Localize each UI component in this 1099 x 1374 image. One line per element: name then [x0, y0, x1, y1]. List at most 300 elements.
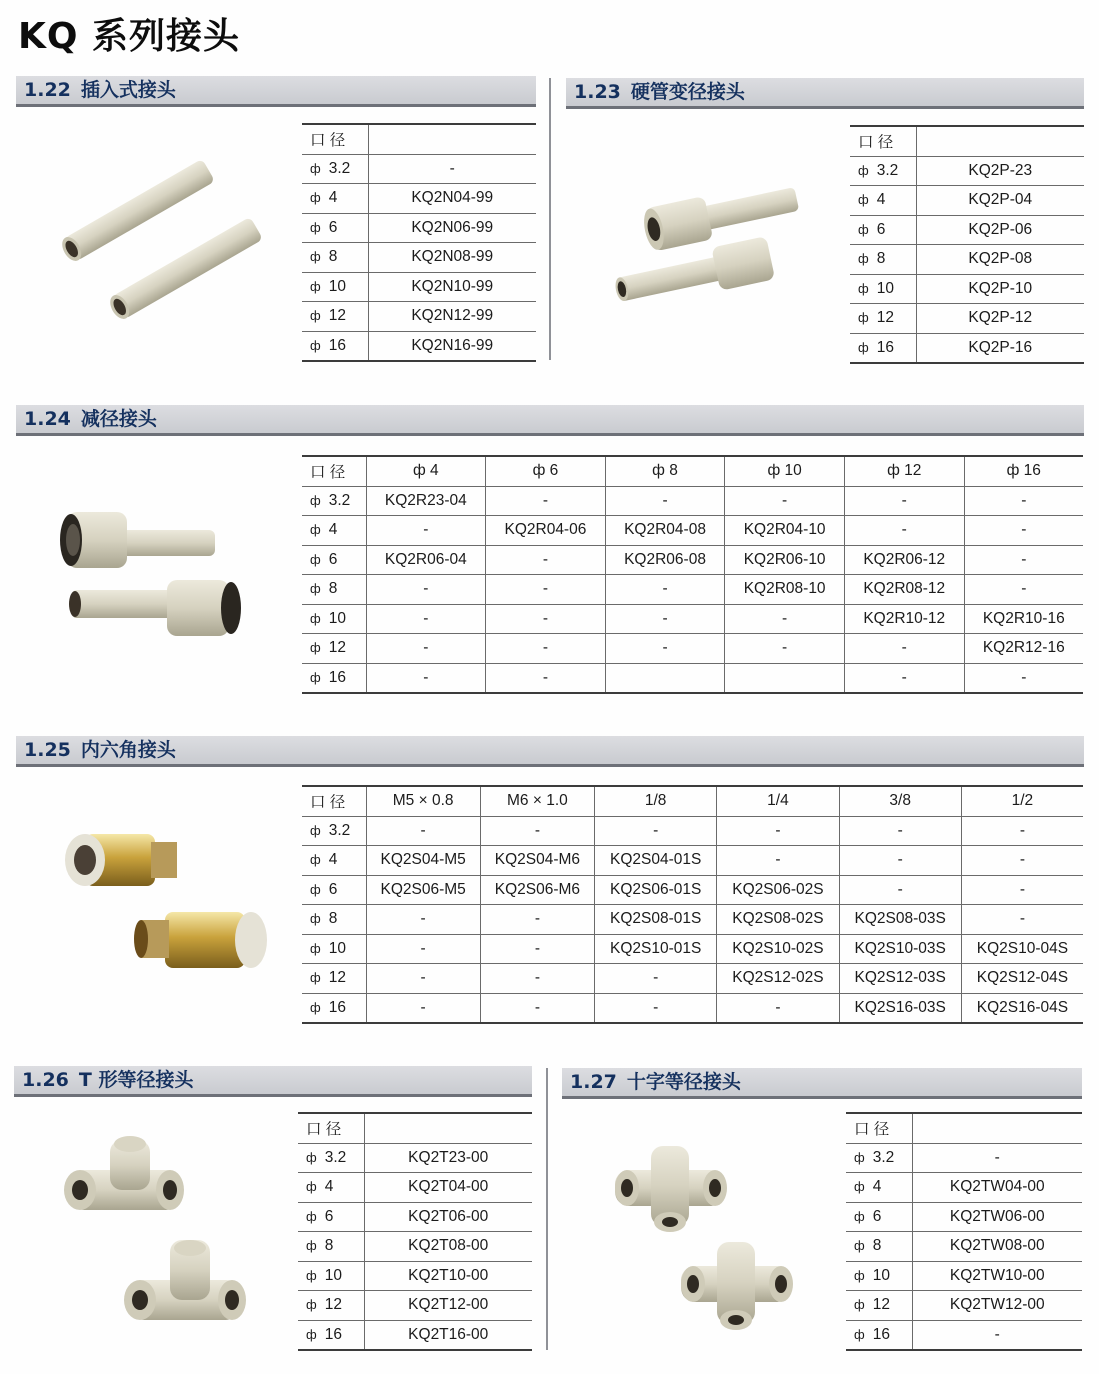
part-number-cell: - — [964, 516, 1083, 546]
bore-size-header: 口 径 — [302, 456, 366, 486]
table-row — [846, 1261, 1082, 1291]
diameter-symbol: ф — [310, 852, 321, 868]
diameter-symbol: ф — [854, 1238, 865, 1254]
table-row — [846, 1173, 1082, 1203]
table-row — [298, 1232, 532, 1262]
column-divider — [546, 1068, 548, 1350]
table-row — [298, 1202, 532, 1232]
section-1-22-header — [16, 76, 536, 107]
bore-size-value: 10 — [324, 1266, 342, 1284]
part-number-cell: KQ2R04-06 — [486, 516, 606, 546]
part-number-cell: KQ2S08-02S — [717, 905, 839, 935]
part-number-cell: - — [717, 816, 839, 846]
bore-size-cell — [302, 516, 366, 546]
bore-size-cell — [302, 905, 366, 935]
bore-size-cell — [298, 1202, 364, 1232]
bore-size-cell — [298, 1143, 364, 1173]
bore-size-cell — [302, 934, 366, 964]
section-1-25-header — [16, 736, 1084, 767]
part-number-cell: KQ2S12-03S — [839, 964, 961, 994]
spec-table-1-24 — [302, 455, 1083, 694]
column-header: 3/8 — [839, 786, 961, 816]
hex-socket-fitting-illustration — [55, 820, 275, 990]
table-row — [302, 663, 1083, 693]
table-row — [846, 1202, 1082, 1232]
diameter-symbol: ф — [858, 280, 869, 296]
diameter-symbol: ф — [310, 970, 321, 986]
part-number-cell: - — [480, 905, 594, 935]
part-number-cell: KQ2N16-99 — [368, 331, 536, 361]
part-number-cell: KQ2R23-04 — [366, 486, 486, 516]
part-number-cell: - — [480, 964, 594, 994]
bore-size-value: 6 — [328, 218, 338, 236]
bore-size-value: 16 — [872, 1325, 890, 1343]
bore-size-value: 10 — [328, 277, 346, 295]
column-header: ф 4 — [366, 456, 486, 486]
bore-size-value: 8 — [328, 248, 338, 266]
diameter-symbol: ф — [310, 219, 321, 235]
bore-size-cell — [850, 333, 916, 363]
table-row — [302, 934, 1083, 964]
bore-size-cell — [850, 304, 916, 334]
part-number-cell: - — [368, 154, 536, 184]
bore-size-value: 12 — [872, 1296, 890, 1314]
table-row — [302, 604, 1083, 634]
part-number-cell: KQ2R12-16 — [964, 634, 1083, 664]
bore-size-cell — [302, 816, 366, 846]
bore-size-header: 口 径 — [850, 126, 916, 156]
bore-size-value: 3.2 — [872, 1148, 895, 1166]
part-number-cell: KQ2P-04 — [916, 186, 1084, 216]
table-row — [302, 634, 1083, 664]
part-number-cell: - — [605, 486, 725, 516]
bore-size-cell — [846, 1173, 912, 1203]
diameter-symbol: ф — [306, 1326, 317, 1342]
bore-size-cell — [302, 243, 368, 273]
section-number: 1.24 — [24, 408, 71, 430]
diameter-symbol: ф — [310, 190, 321, 206]
table-row — [302, 816, 1083, 846]
diameter-symbol: ф — [310, 249, 321, 265]
diameter-symbol: ф — [858, 221, 869, 237]
part-number-cell: - — [964, 575, 1083, 605]
diameter-symbol: ф — [310, 278, 321, 294]
diameter-symbol: ф — [310, 940, 321, 956]
section-number: 1.23 — [574, 81, 621, 103]
table-row — [298, 1291, 532, 1321]
part-number-cell: - — [961, 846, 1083, 876]
part-number-cell: KQ2S10-02S — [717, 934, 839, 964]
bore-size-value: 6 — [876, 220, 886, 238]
bore-size-cell — [302, 154, 368, 184]
bore-size-cell — [846, 1232, 912, 1262]
spec-table-1-26 — [298, 1112, 532, 1351]
diameter-symbol: ф — [306, 1238, 317, 1254]
diameter-symbol: ф — [854, 1326, 865, 1342]
part-number-cell: - — [961, 905, 1083, 935]
bore-size-cell — [298, 1320, 364, 1350]
part-number-cell: KQ2R06-04 — [366, 545, 486, 575]
part-number-cell: - — [717, 846, 839, 876]
section-title: 硬管变径接头 — [630, 81, 745, 103]
column-header: 1/8 — [595, 786, 717, 816]
part-number-cell: KQ2N08-99 — [368, 243, 536, 273]
bore-size-value: 10 — [872, 1266, 890, 1284]
table-row — [850, 156, 1084, 186]
part-number-cell: - — [366, 634, 486, 664]
part-number-cell: - — [366, 604, 486, 634]
table-row — [302, 905, 1083, 935]
part-number-cell: KQ2R10-12 — [844, 604, 964, 634]
table-row — [850, 215, 1084, 245]
part-number-cell: KQ2P-23 — [916, 156, 1084, 186]
part-number-cell: KQ2P-16 — [916, 333, 1084, 363]
part-number-cell: - — [839, 816, 961, 846]
table-row — [302, 243, 536, 273]
table-row — [302, 486, 1083, 516]
table-row — [850, 304, 1084, 334]
diameter-symbol: ф — [310, 822, 321, 838]
bore-size-value: 6 — [328, 550, 338, 568]
part-number-cell: KQ2T10-00 — [364, 1261, 532, 1291]
table-row — [302, 516, 1083, 546]
column-header: ф 6 — [486, 456, 606, 486]
part-number-cell: - — [486, 634, 606, 664]
part-number-cell: KQ2P-08 — [916, 245, 1084, 275]
part-number-cell: - — [366, 905, 480, 935]
part-number-cell: KQ2N10-99 — [368, 272, 536, 302]
diameter-symbol: ф — [310, 308, 321, 324]
bore-size-cell — [298, 1232, 364, 1262]
part-number-cell: - — [725, 634, 845, 664]
part-number-cell: KQ2TW08-00 — [912, 1232, 1082, 1262]
part-number-cell: - — [844, 634, 964, 664]
bore-size-cell — [846, 1291, 912, 1321]
part-number-cell: KQ2TW04-00 — [912, 1173, 1082, 1203]
table-row — [298, 1320, 532, 1350]
column-divider — [549, 78, 551, 360]
section-1-24-header — [16, 405, 1084, 436]
bore-size-header: 口 径 — [846, 1113, 912, 1143]
table-row — [302, 331, 536, 361]
table-header-row — [846, 1113, 1082, 1143]
part-number-cell: - — [839, 846, 961, 876]
table-row — [846, 1291, 1082, 1321]
bore-size-cell — [302, 846, 366, 876]
bore-size-value: 8 — [328, 910, 338, 928]
table-header-row — [850, 126, 1084, 156]
bore-size-value: 10 — [328, 939, 346, 957]
bore-size-value: 8 — [872, 1237, 882, 1255]
bore-size-value: 4 — [328, 521, 338, 539]
part-number-cell: KQ2T04-00 — [364, 1173, 532, 1203]
part-number-cell: KQ2S08-03S — [839, 905, 961, 935]
bore-size-cell — [302, 993, 366, 1023]
part-number-cell: - — [486, 604, 606, 634]
part-number-cell: KQ2S16-04S — [961, 993, 1083, 1023]
bore-size-value: 10 — [328, 609, 346, 627]
bore-size-value: 12 — [328, 639, 346, 657]
part-number-cell: KQ2R10-16 — [964, 604, 1083, 634]
bore-size-cell — [302, 272, 368, 302]
bore-size-value: 4 — [328, 851, 338, 869]
part-number-cell: KQ2R04-10 — [725, 516, 845, 546]
table-row — [302, 875, 1083, 905]
tee-fitting-illustration — [50, 1130, 270, 1340]
bore-size-cell — [298, 1291, 364, 1321]
bore-size-value: 4 — [328, 189, 338, 207]
part-number-cell: - — [839, 875, 961, 905]
table-row — [302, 213, 536, 243]
diameter-symbol: ф — [310, 551, 321, 567]
part-number-cell: KQ2TW06-00 — [912, 1202, 1082, 1232]
part-number-cell: - — [480, 934, 594, 964]
diameter-symbol: ф — [858, 251, 869, 267]
part-number-cell: KQ2R06-12 — [844, 545, 964, 575]
table-row — [846, 1232, 1082, 1262]
part-number-cell: - — [964, 486, 1083, 516]
part-number-cell: - — [725, 486, 845, 516]
diameter-symbol: ф — [310, 881, 321, 897]
bore-size-value: 6 — [324, 1207, 334, 1225]
table-header-row — [302, 124, 536, 154]
part-number-cell: KQ2S06-M5 — [366, 875, 480, 905]
part-number-cell: KQ2S10-01S — [595, 934, 717, 964]
part-number-cell: - — [595, 993, 717, 1023]
bore-size-cell — [302, 964, 366, 994]
diameter-symbol: ф — [858, 162, 869, 178]
page-title: KQ 系列接头 — [18, 16, 241, 57]
column-header: ф 8 — [605, 456, 725, 486]
part-number-cell: - — [961, 875, 1083, 905]
part-number-cell: - — [486, 545, 606, 575]
column-header — [912, 1113, 1082, 1143]
part-number-cell: KQ2S08-01S — [595, 905, 717, 935]
column-header: ф 16 — [964, 456, 1083, 486]
bore-size-value: 3.2 — [324, 1148, 347, 1166]
part-number-cell: - — [717, 993, 839, 1023]
part-number-cell: KQ2R08-10 — [725, 575, 845, 605]
part-number-cell: - — [595, 964, 717, 994]
bore-size-header: 口 径 — [302, 124, 368, 154]
bore-size-value: 4 — [876, 191, 886, 209]
part-number-cell: KQ2T06-00 — [364, 1202, 532, 1232]
bore-size-cell — [302, 213, 368, 243]
section-title: 十字等径接头 — [626, 1071, 741, 1093]
plug-in-fitting-illustration — [40, 150, 270, 340]
bore-size-value: 6 — [328, 880, 338, 898]
bore-size-value: 3.2 — [328, 159, 351, 177]
part-number-cell: - — [366, 516, 486, 546]
diameter-symbol: ф — [306, 1179, 317, 1195]
column-header: ф 12 — [844, 456, 964, 486]
part-number-cell: KQ2S04-M5 — [366, 846, 480, 876]
bore-size-value: 8 — [328, 580, 338, 598]
bore-size-value: 12 — [328, 969, 346, 987]
diameter-symbol: ф — [306, 1149, 317, 1165]
bore-size-value: 8 — [324, 1237, 334, 1255]
part-number-cell: - — [480, 993, 594, 1023]
part-number-cell: KQ2TW10-00 — [912, 1261, 1082, 1291]
part-number-cell: KQ2N12-99 — [368, 302, 536, 332]
bore-size-cell — [302, 604, 366, 634]
bore-size-cell — [302, 663, 366, 693]
bore-size-cell — [302, 875, 366, 905]
table-row — [850, 333, 1084, 363]
section-number: 1.25 — [24, 739, 71, 761]
diameter-symbol: ф — [306, 1297, 317, 1313]
part-number-cell: KQ2TW12-00 — [912, 1291, 1082, 1321]
part-number-cell: KQ2T12-00 — [364, 1291, 532, 1321]
diameter-symbol: ф — [310, 160, 321, 176]
bore-size-cell — [302, 331, 368, 361]
reducing-fitting-illustration — [55, 500, 255, 650]
bore-size-cell — [850, 245, 916, 275]
column-header — [364, 1113, 532, 1143]
spec-table-1-23 — [850, 125, 1084, 364]
table-row — [846, 1143, 1082, 1173]
diameter-symbol: ф — [310, 999, 321, 1015]
part-number-cell: - — [486, 575, 606, 605]
part-number-cell: KQ2S10-04S — [961, 934, 1083, 964]
bore-size-cell — [298, 1261, 364, 1291]
part-number-cell: KQ2S04-M6 — [480, 846, 594, 876]
section-1-23-header — [566, 78, 1084, 109]
column-header: M5 × 0.8 — [366, 786, 480, 816]
part-number-cell: - — [605, 634, 725, 664]
part-number-cell: - — [605, 575, 725, 605]
part-number-cell: KQ2S04-01S — [595, 846, 717, 876]
part-number-cell: - — [486, 663, 606, 693]
bore-size-cell — [302, 575, 366, 605]
bore-size-value: 16 — [876, 338, 894, 356]
bore-size-value: 6 — [872, 1207, 882, 1225]
section-number: 1.27 — [570, 1071, 617, 1093]
table-row — [302, 575, 1083, 605]
table-row — [850, 186, 1084, 216]
bore-size-cell — [302, 545, 366, 575]
bore-size-value: 4 — [872, 1178, 882, 1196]
part-number-cell: KQ2R06-08 — [605, 545, 725, 575]
part-number-cell — [605, 663, 725, 693]
diameter-symbol: ф — [854, 1149, 865, 1165]
part-number-cell: - — [964, 663, 1083, 693]
table-row — [302, 993, 1083, 1023]
table-row — [302, 964, 1083, 994]
part-number-cell: - — [486, 486, 606, 516]
part-number-cell: KQ2R08-12 — [844, 575, 964, 605]
part-number-cell: KQ2P-10 — [916, 274, 1084, 304]
table-row — [302, 302, 536, 332]
bore-size-value: 10 — [876, 279, 894, 297]
part-number-cell: - — [366, 816, 480, 846]
bore-size-value: 8 — [876, 250, 886, 268]
table-row — [302, 545, 1083, 575]
part-number-cell — [725, 663, 845, 693]
bore-size-value: 16 — [328, 998, 346, 1016]
bore-size-value: 4 — [324, 1178, 334, 1196]
part-number-cell: KQ2N04-99 — [368, 184, 536, 214]
diameter-symbol: ф — [310, 581, 321, 597]
table-header-row — [302, 786, 1083, 816]
part-number-cell: - — [725, 604, 845, 634]
part-number-cell: - — [912, 1143, 1082, 1173]
section-title: 内六角接头 — [80, 739, 176, 761]
bore-size-cell — [302, 486, 366, 516]
diameter-symbol: ф — [306, 1267, 317, 1283]
section-number: 1.26 — [22, 1069, 69, 1091]
column-header: 1/4 — [717, 786, 839, 816]
part-number-cell: - — [961, 816, 1083, 846]
diameter-symbol: ф — [858, 339, 869, 355]
part-number-cell: - — [366, 934, 480, 964]
part-number-cell: - — [964, 545, 1083, 575]
diameter-symbol: ф — [858, 310, 869, 326]
part-number-cell: - — [595, 816, 717, 846]
bore-size-cell — [846, 1261, 912, 1291]
section-1-26-header — [14, 1066, 532, 1097]
part-number-cell: - — [605, 604, 725, 634]
bore-size-value: 3.2 — [876, 161, 899, 179]
part-number-cell: - — [480, 816, 594, 846]
bore-size-cell — [298, 1173, 364, 1203]
bore-size-value: 12 — [324, 1296, 342, 1314]
bore-size-cell — [850, 274, 916, 304]
diameter-symbol: ф — [310, 669, 321, 685]
part-number-cell: - — [366, 575, 486, 605]
diameter-symbol: ф — [306, 1208, 317, 1224]
column-header — [368, 124, 536, 154]
part-number-cell: - — [844, 486, 964, 516]
spec-table-1-25 — [302, 785, 1083, 1024]
diameter-symbol: ф — [310, 640, 321, 656]
hard-pipe-reducer-illustration — [600, 170, 820, 320]
table-row — [846, 1320, 1082, 1350]
diameter-symbol: ф — [854, 1297, 865, 1313]
bore-size-value: 16 — [324, 1325, 342, 1343]
table-row — [302, 846, 1083, 876]
bore-size-cell — [846, 1320, 912, 1350]
bore-size-header: 口 径 — [298, 1113, 364, 1143]
table-row — [298, 1173, 532, 1203]
diameter-symbol: ф — [310, 492, 321, 508]
section-title: 插入式接头 — [80, 79, 176, 101]
part-number-cell: KQ2T23-00 — [364, 1143, 532, 1173]
table-row — [298, 1143, 532, 1173]
part-number-cell: KQ2R04-08 — [605, 516, 725, 546]
table-row — [302, 272, 536, 302]
bore-size-header: 口 径 — [302, 786, 366, 816]
table-row — [850, 245, 1084, 275]
part-number-cell: - — [844, 516, 964, 546]
diameter-symbol: ф — [310, 522, 321, 538]
part-number-cell: KQ2S12-02S — [717, 964, 839, 994]
table-row — [850, 274, 1084, 304]
part-number-cell: KQ2S16-03S — [839, 993, 961, 1023]
part-number-cell: KQ2S12-04S — [961, 964, 1083, 994]
diameter-symbol: ф — [310, 911, 321, 927]
section-title: T 形等径接头 — [78, 1069, 194, 1091]
part-number-cell: KQ2R06-10 — [725, 545, 845, 575]
part-number-cell: KQ2S10-03S — [839, 934, 961, 964]
diameter-symbol: ф — [854, 1208, 865, 1224]
section-title: 减径接头 — [80, 408, 157, 430]
table-header-row — [302, 456, 1083, 486]
column-header: M6 × 1.0 — [480, 786, 594, 816]
column-header: 1/2 — [961, 786, 1083, 816]
part-number-cell: - — [366, 964, 480, 994]
bore-size-cell — [850, 215, 916, 245]
